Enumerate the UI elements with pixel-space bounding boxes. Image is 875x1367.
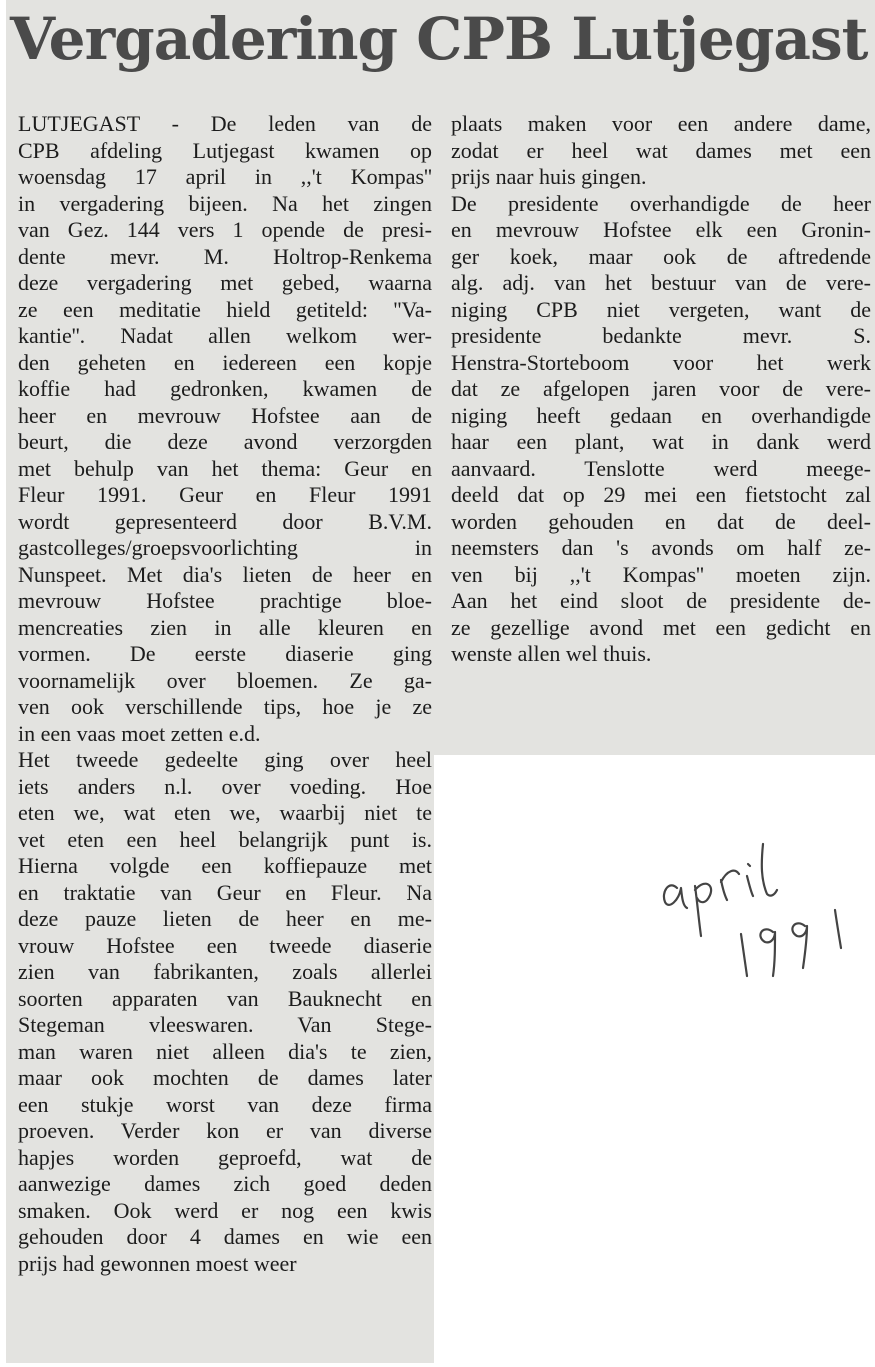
article-line: vrouw Hofstee een tweede diaserie [18, 932, 432, 958]
article-line: deeld dat op 29 mei een fietstocht zal [451, 482, 871, 507]
article-line: gehouden door 4 dames en wie een [18, 1224, 432, 1249]
article-line: mevrouw Hofstee prachtige bloe- [18, 588, 432, 613]
article-line: van Gez. 144 vers 1 opende de presi- [18, 217, 432, 242]
article-line: zien van fabrikanten, zoals allerlei [18, 959, 432, 984]
article-line: deze vergadering met gebed, waarna [18, 270, 432, 295]
article-column-left [18, 111, 432, 1277]
article-line: een stukje worst van deze firma [18, 1091, 432, 1117]
article-line: ze gezellige avond met een gedicht en [451, 614, 871, 640]
article-line: ven ook verschillende tips, hoe je ze [18, 694, 432, 719]
article-line: LUTJEGAST - De leden van de [18, 111, 432, 136]
article-line: den geheten en iedereen een kopje [18, 349, 432, 375]
article-line: Nunspeet. Met dia's lieten de heer en [18, 561, 432, 587]
article-line: niging heeft gedaan en overhandigde [451, 402, 871, 428]
article-line: iets anders n.l. over voeding. Hoe [18, 773, 432, 799]
article-line: met behulp van het thema: Geur en [18, 455, 432, 481]
article-line: Het tweede gedeelte ging over heel [18, 747, 432, 772]
article-line: prijs naar huis gingen. [451, 164, 647, 189]
article-line: zodat er heel wat dames met een [451, 137, 871, 163]
article-line: in een vaas moet zetten e.d. [18, 720, 261, 746]
article-line: maar ook mochten de dames later [18, 1065, 432, 1090]
article-line: niging CPB niet vergeten, want de [451, 296, 871, 322]
article-line: en mevrouw Hofstee elk een Gronin- [451, 217, 871, 242]
article-line: plaats maken voor een andere dame, [451, 111, 871, 136]
article-line: heer en mevrouw Hofstee aan de [18, 402, 432, 428]
article-line: Henstra-Storteboom voor het werk [451, 349, 871, 375]
article-line: neemsters dan 's avonds om half ze- [451, 535, 871, 560]
article-line: De presidente overhandigde de heer [451, 190, 871, 216]
article-line: presidente bedankte mevr. S. [451, 323, 871, 348]
article-line: woensdag 17 april in ,,'t Kompas'' [18, 164, 432, 189]
article-line: wenste allen wel thuis. [451, 641, 652, 666]
article-line: vormen. De eerste diaserie ging [18, 641, 432, 666]
article-line: ven bij ,,'t Kompas'' moeten zijn. [451, 561, 871, 587]
article-line: aanvaard. Tenslotte werd meege- [451, 455, 871, 481]
article-line: smaken. Ook werd er nog een kwis [18, 1197, 432, 1223]
article-line: ze een meditatie hield getiteld: ''Va- [18, 296, 432, 322]
article-line: koffie had gedronken, kwamen de [18, 376, 432, 401]
article-line: Hierna volgde een koffiepauze met [18, 853, 432, 878]
article-line: eten we, wat eten we, waarbij niet te [18, 800, 432, 825]
article-line: deze pauze lieten de heer en me- [18, 906, 432, 931]
article-line: dente mevr. M. Holtrop-Renkema [18, 243, 432, 269]
article-line: dat ze afgelopen jaren voor de vere- [451, 376, 871, 401]
article-line: soorten apparaten van Bauknecht en [18, 985, 432, 1011]
article-line: kantie''. Nadat allen welkom wer- [18, 323, 432, 348]
article-column-right [451, 111, 871, 668]
article-line: alg. adj. van het bestuur van de vere- [451, 270, 871, 295]
article-line: haar een plant, wat in dank werd [451, 429, 871, 454]
article-line: in vergadering bijeen. Na het zingen [18, 190, 432, 216]
article-line: CPB afdeling Lutjegast kwamen op [18, 137, 432, 163]
article-line: man waren niet alleen dia's te zien, [18, 1038, 432, 1064]
handwritten-date-annotation [655, 840, 855, 990]
article-line: en traktatie van Geur en Fleur. Na [18, 879, 432, 905]
article-line: aanwezige dames zich goed deden [18, 1171, 432, 1196]
article-line: Aan het eind sloot de presidente de- [451, 588, 871, 613]
article-line: worden gehouden en dat de deel- [451, 508, 871, 534]
article-line: gastcolleges/groepsvoorlichting in [18, 535, 432, 560]
article-line: hapjes worden geproefd, wat de [18, 1144, 432, 1170]
article-line: wordt gepresenteerd door B.V.M. [18, 508, 432, 534]
article-line: beurt, die deze avond verzorgden [18, 429, 432, 454]
article-line: prijs had gewonnen moest weer [18, 1250, 297, 1276]
article-line: proeven. Verder kon er van diverse [18, 1118, 432, 1143]
article-line: ger koek, maar ook de aftredende [451, 243, 871, 269]
article-line: vet eten een heel belangrijk punt is. [18, 826, 432, 852]
article-line: voornamelijk over bloemen. Ze ga- [18, 667, 432, 693]
headline: Vergadering CPB Lutjegast [10, 5, 868, 73]
article-line: Fleur 1991. Geur en Fleur 1991 [18, 482, 432, 507]
article-line: mencreaties zien in alle kleuren en [18, 614, 432, 640]
article-line: Stegeman vleeswaren. Van Stege- [18, 1012, 432, 1037]
